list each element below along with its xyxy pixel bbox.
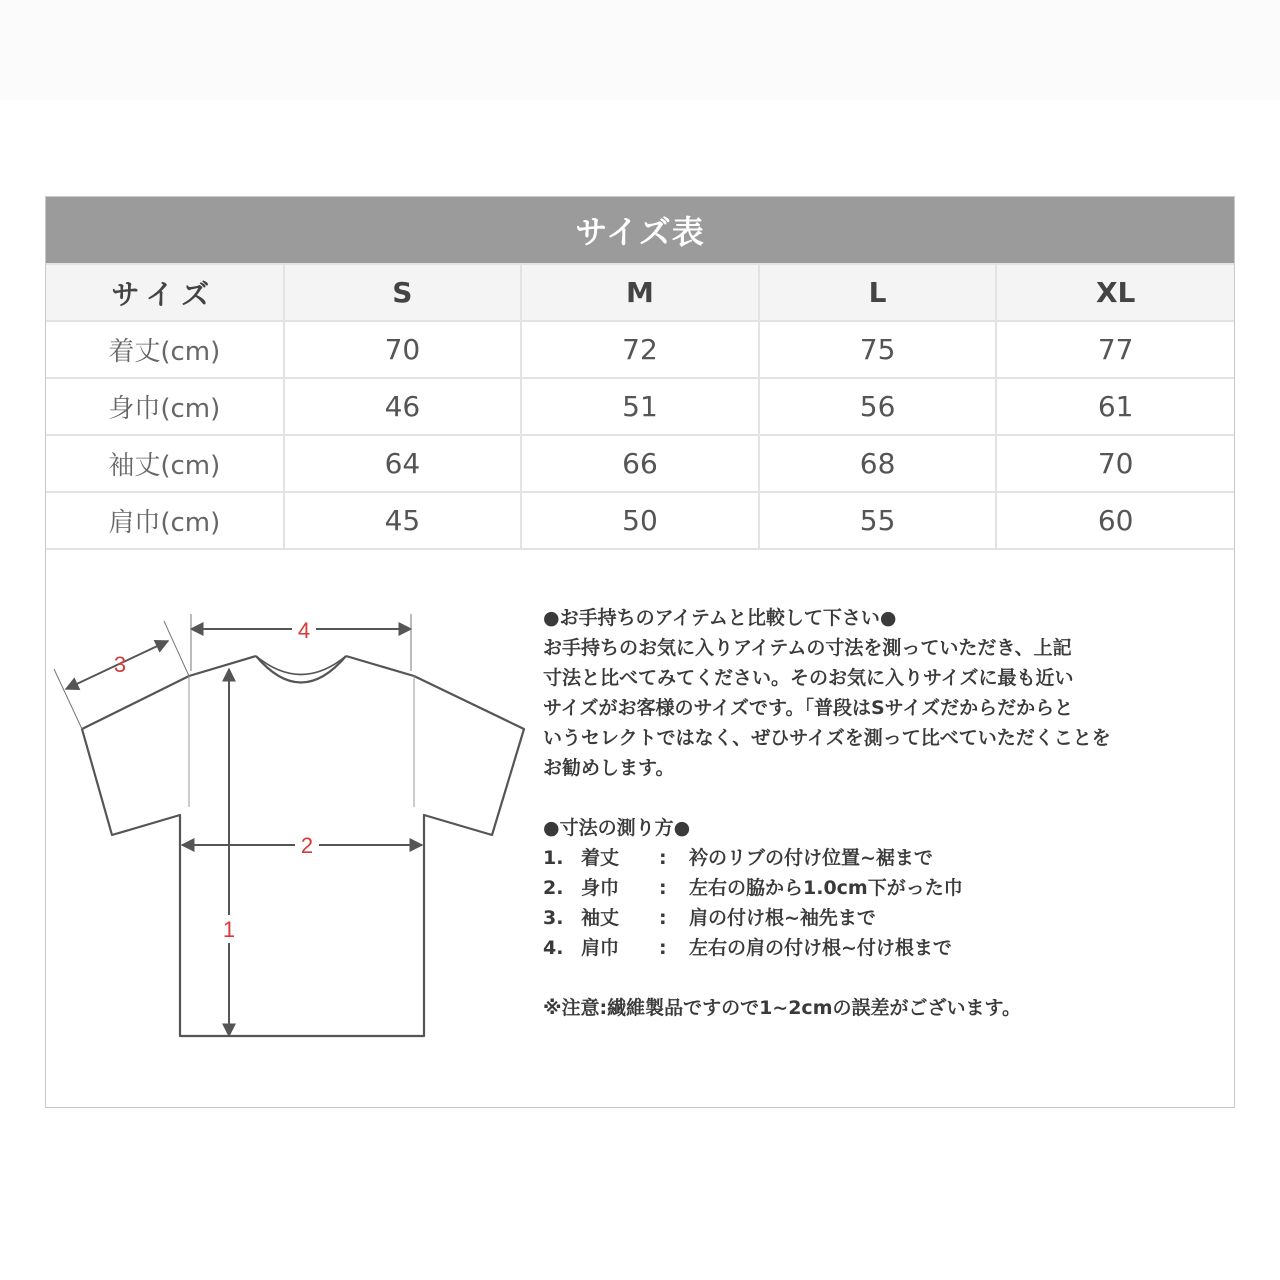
table-corner-header: サイズ	[46, 264, 284, 321]
table-cell: 70	[284, 321, 522, 378]
spacer	[543, 783, 1233, 813]
table-header-row	[46, 264, 1234, 321]
measure-item-description: 衿のリブの付け位置~裾まで	[689, 847, 933, 869]
compare-line: お勧めします。	[543, 757, 675, 779]
table-cell: 68	[759, 435, 997, 492]
measure-item-separator: :	[659, 847, 667, 869]
measure-label-1: 1	[222, 917, 236, 942]
table-row-sleeve-length	[46, 435, 1234, 492]
tshirt-measurement-diagram	[46, 549, 586, 1109]
row-label: 着丈(cm)	[46, 321, 284, 378]
measure-item-number: 4.	[543, 937, 564, 959]
measure-item-key: 着丈	[581, 847, 620, 869]
compare-line: サイズがお客様のサイズです。「普段はSサイズだからだからと	[543, 697, 1074, 719]
table-cell: 66	[521, 435, 759, 492]
table-cell: 50	[521, 492, 759, 549]
measure-item-key: 肩巾	[581, 937, 620, 959]
measure-item-description: 左右の脇から1.0cm下がった巾	[689, 877, 963, 899]
size-chart-title: サイズ表	[46, 197, 1234, 263]
table-cell: 77	[996, 321, 1234, 378]
measure-item-separator: :	[659, 907, 667, 929]
table-cell: 64	[284, 435, 522, 492]
size-table	[46, 263, 1234, 550]
size-header-xl: XL	[996, 264, 1234, 321]
measure-item-separator: :	[659, 877, 667, 899]
size-header-m: M	[521, 264, 759, 321]
size-chart	[45, 196, 1235, 1108]
measure-item-number: 1.	[543, 847, 564, 869]
compare-line: 寸法と比べてみてください。そのお気に入りサイズに最も近い	[543, 667, 1074, 689]
table-row-length	[46, 321, 1234, 378]
measure-item	[543, 873, 1233, 903]
measure-item	[543, 933, 1233, 963]
measure-item-number: 3.	[543, 907, 564, 929]
caution-note: ※注意:繊維製品ですので1~2cmの誤差がございます。	[543, 997, 1021, 1019]
size-header-s: S	[284, 264, 522, 321]
table-cell: 45	[284, 492, 522, 549]
table-cell: 51	[521, 378, 759, 435]
table-cell: 55	[759, 492, 997, 549]
row-label: 身巾(cm)	[46, 378, 284, 435]
measure-item-description: 左右の肩の付け根~付け根まで	[689, 937, 952, 959]
size-notes	[543, 603, 1233, 1023]
size-header-l: L	[759, 264, 997, 321]
measure-label-4: 4	[297, 618, 311, 643]
table-cell: 60	[996, 492, 1234, 549]
measure-item-key: 袖丈	[581, 907, 620, 929]
tick	[164, 621, 189, 676]
measure-item	[543, 903, 1233, 933]
row-label: 袖丈(cm)	[46, 435, 284, 492]
row-label: 肩巾(cm)	[46, 492, 284, 549]
table-cell: 46	[284, 378, 522, 435]
measure-item-key: 身巾	[581, 877, 620, 899]
tick	[54, 669, 82, 729]
table-row-shoulder-width	[46, 492, 1234, 549]
compare-line: いうセレクトではなく、ぜひサイズを測って比べていただくことを	[543, 727, 1111, 749]
compare-heading: ●お手持ちのアイテムと比較して下さい●	[543, 607, 897, 629]
table-cell: 75	[759, 321, 997, 378]
table-cell: 70	[996, 435, 1234, 492]
measure-item-description: 肩の付け根~袖先まで	[689, 907, 876, 929]
table-cell: 61	[996, 378, 1234, 435]
table-cell: 72	[521, 321, 759, 378]
measure-heading: ●寸法の測り方●	[543, 817, 691, 839]
measure-item-separator: :	[659, 937, 667, 959]
top-strip	[0, 0, 1280, 100]
table-cell: 56	[759, 378, 997, 435]
measure-label-3: 3	[113, 652, 127, 677]
compare-line: お手持ちのお気に入りアイテムの寸法を測っていただき、上記	[543, 637, 1072, 659]
measure-label-2: 2	[300, 833, 314, 858]
spacer	[543, 963, 1233, 993]
measure-item	[543, 843, 1233, 873]
measure-item-number: 2.	[543, 877, 564, 899]
table-row-body-width	[46, 378, 1234, 435]
